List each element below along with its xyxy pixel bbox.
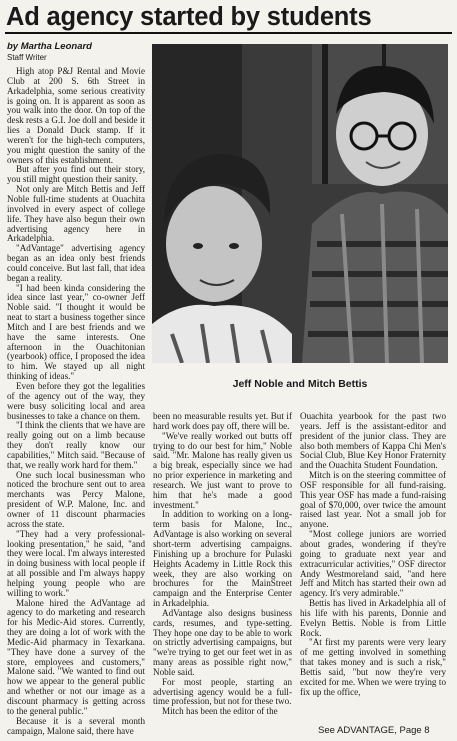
paragraph: Malone hired the AdVantage ad agency to do marketing and research for his Medic-Aid stores. Currently, they are doing a lot of work with the Medic-Aid pharmacy in Texarkana. "They have done a survey of the store, employees and customers," Malone said. "We wanted to find out how we appear to the general public and whether or not our image as a discount pharmacy is getting across to the general public.": [7, 597, 145, 716]
byline-role: Staff Writer: [7, 53, 47, 62]
article-column-3: [300, 412, 446, 724]
paragraph: For most people, starting an advertising agency would be a full-time profession, but not for these two.: [153, 676, 292, 707]
paragraph: But after you find out their story, you still might question their sanity.: [7, 164, 145, 185]
paragraph: "I had been kinda considering the idea since last year," co-owner Jeff Noble said. "I thought it would be neat to start a business together since Mitch and I are best friends and we have the same interests. One afternoon in the Ouachitonian (yearbook) office, I proposed the idea to him. We stayed up all night thinking of ideas.": [7, 282, 145, 382]
article-column-1: [7, 67, 145, 739]
paragraph: "Most college juniors are worried about grades, wondering if they're going to graduate next year and extracurricular activities," OSF director Andy Westmoreland said, "and here Jeff and Mitch has started their own ad agency. It's very admirable.": [300, 529, 446, 599]
paragraph: AdVantage also designs business cards, resumes, and type-setting. They hope one day to be able to work on strictly advertising campaigns, but "we're trying to get our feet wet in as many areas as possible right now," Noble said.: [153, 607, 292, 677]
paragraph: "We've really worked out butts off trying to do our best for him," Noble said. "Mr. Malone has really given us a big break, especially since we had no prior experience in marketing and research. We just want to prove to him that he's made a good investment.": [153, 430, 292, 510]
article-column-2: [153, 412, 292, 739]
paragraph: "They had a very professional-looking presentation," he said, "and they were local. I'm always interested in doing business with local people if at all possible and I'm always happy helping young people who are willing to work.": [7, 528, 145, 598]
jump-line: See ADVANTAGE, Page 8: [318, 725, 430, 736]
paragraph: Bettis has lived in Arkadelphia all of his life with his parents, Donnie and Evelyn Bettis. Noble is from Little Rock.: [300, 598, 446, 638]
paragraph: been no measurable results yet. But if hard work does pay off, there will be.: [153, 412, 292, 431]
photo-illustration: [152, 44, 448, 363]
byline: by Martha Leonard: [7, 41, 92, 52]
paragraph: Because it is a several month campaign, Malone said, there have: [7, 715, 145, 736]
paragraph: Mitch has been the editor of the: [162, 706, 278, 717]
headline: Ad agency started by students: [6, 3, 372, 31]
paragraph: "AdVantage" advertising agency began as an idea only best friends could conceive. But last fall, that idea began a reality.: [7, 243, 145, 283]
headline-rule: [5, 32, 452, 34]
paragraph: "At first my parents were very leary of me getting involved in something that takes money and is such a risk," Bettis said, "but now they're very excited for me. When we were trying to fix up the office,: [300, 637, 446, 697]
paragraph: Not only are Mitch Bettis and Jeff Noble full-time students at Ouachita involved in every aspect of college life. They have also begun their own advertising agency here in Arkadelphia.: [7, 184, 145, 244]
photo-jeff-noble-mitch-bettis: [152, 44, 448, 363]
paragraph: Even before they got the legalities of the agency out of the way, they were busy soliciting local and area businesses to take a chance on them.: [7, 381, 145, 421]
paragraph: One such local businessman who noticed the brochure sent out to area merchants was Percy Malone, president of W.P. Malone, Inc. and owner of 11 discount pharmacies across the state.: [7, 469, 145, 529]
paragraph: Ouachita yearbook for the past two years. Jeff is the assistant-editor and president of the junior class. They are also both members of Kappa Chi Men's Social Club, Blue Key Honor Fraternity and the Ouachita Student Foundation.: [300, 412, 446, 471]
photo-caption: Jeff Noble and Mitch Bettis: [232, 378, 368, 390]
paragraph: Mitch is on the steering committee of OSF responsible for all fund-raising. This year OSF has made a fund-raising goal of $70,000, over twice the amount raised last year. Not a small job for anyone.: [300, 470, 446, 530]
paragraph: High atop P&J Rental and Movie Club at 200 S. 6th Street in Arkadelphia, some serious creativity is going on. It is apparent as soon as you walk into the door. On top of the desk rests a G.I. Joe doll and beside it lies a Donald Duck stamp. If it weren't for the high-tech computers, you might question the sanity of the owners of this establishment.: [7, 67, 145, 165]
paragraph: "I think the clients that we have are really going out on a limb because they don't really know our capabilities," Mitch said. "Because of that, we really work hard for them.": [7, 420, 145, 470]
paragraph: In addition to working on a long-term basis for Malone, Inc., AdVantage is also working on several short-term advertising campaigns. Finishing up a brochure for Pulaski Heights Academy in Little Rock this week, they are also working on brochures for the MainStreet campaign and the Enterprise Center in Arkadelphia.: [153, 509, 292, 609]
